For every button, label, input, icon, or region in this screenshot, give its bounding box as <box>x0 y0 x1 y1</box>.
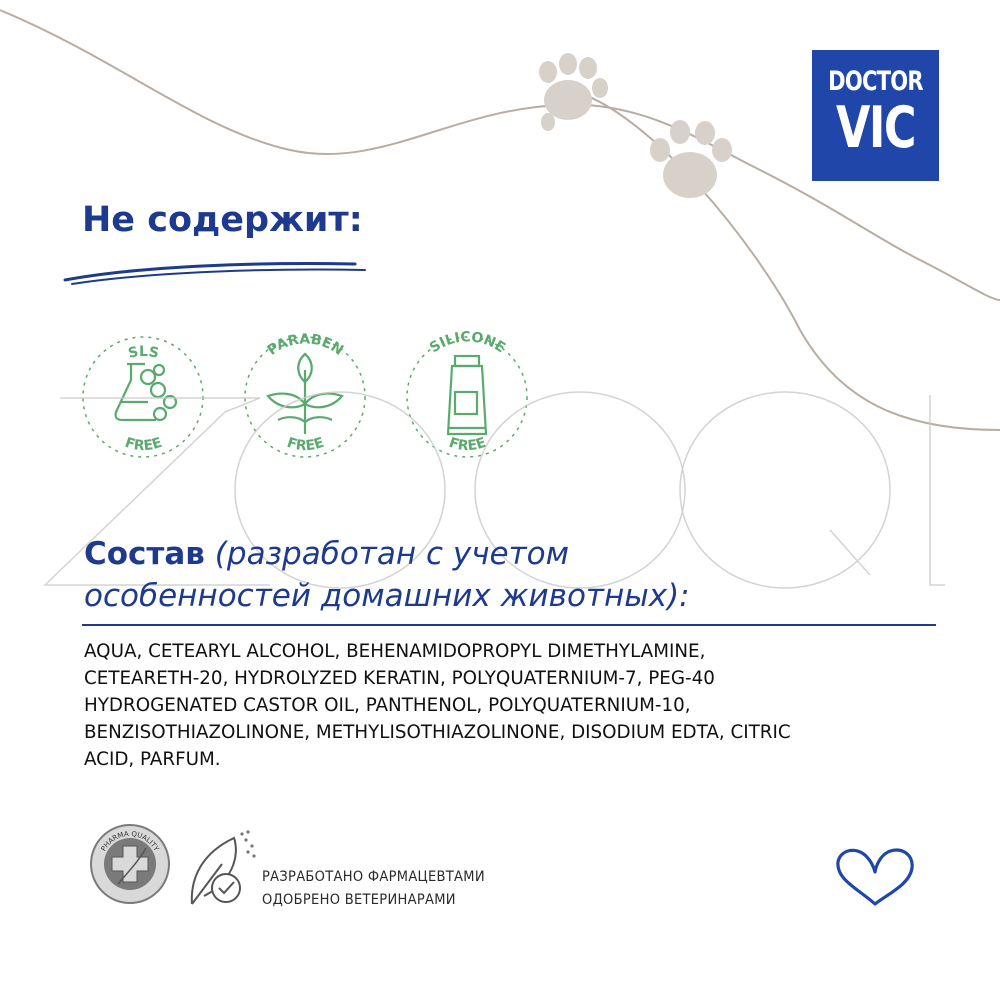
free-from-heading: Не содержит: <box>82 200 363 240</box>
pharma-quality-seal-icon <box>88 822 172 906</box>
badge-bottom-label: FREE <box>284 434 327 455</box>
brand-logo <box>812 50 939 181</box>
certification-text <box>262 866 485 912</box>
heading-underline-swoosh <box>60 258 370 288</box>
ingredients-list <box>84 638 944 773</box>
seal-label: PHARMA QUALITY <box>99 829 161 853</box>
ingredients-line: ACID, PARFUM. <box>84 749 221 770</box>
composition-title <box>84 533 964 617</box>
badge-top-label: SILICONE <box>426 329 509 357</box>
badge-bottom-label: FREE <box>446 434 489 455</box>
composition-title-italic-1: (разработан с учетом <box>204 536 570 572</box>
logo-line1: DOCTOR <box>828 66 923 97</box>
heart-icon <box>830 846 920 908</box>
ingredients-line: HYDROGENATED CASTOR OIL, PANTHENOL, POLYQUATERNIUM-10, <box>84 695 691 716</box>
certification-line2: ОДОБРЕНО ВЕТЕРИНАРАМИ <box>262 892 456 908</box>
divider <box>82 624 936 626</box>
svg-text:SILICONE <box>427 329 508 356</box>
feather-check-icon <box>182 826 262 914</box>
badge-top-label: SLS <box>126 343 161 362</box>
watermark-text: zooqi <box>500 500 503 501</box>
badge-bottom-label: FREE <box>122 434 165 455</box>
logo-line2: VIC <box>836 95 915 161</box>
paw-print-icon <box>539 53 608 131</box>
composition-title-bold: Состав <box>84 536 205 572</box>
ingredients-line: BENZISOTHIAZOLINONE, METHYLISOTHIAZOLINONE, DISODIUM EDTA, CITRIC <box>84 722 791 743</box>
ingredients-line: CETEARETH-20, HYDROLYZED KERATIN, POLYQUATERNIUM-7, PEG-40 <box>84 668 715 689</box>
certification-line1: РАЗРАБОТАНО ФАРМАЦЕВТАМИ <box>262 869 485 885</box>
composition-title-italic-2: особенностей домашних животных): <box>84 578 690 614</box>
paw-print-icon <box>650 120 732 198</box>
svg-text:SLS <box>127 344 160 362</box>
ingredients-line: AQUA, CETEARYL ALCOHOL, BEHENAMIDOPROPYL DIMETHYLAMINE, <box>84 641 706 662</box>
badge-top-label: PARABEN <box>264 331 347 359</box>
